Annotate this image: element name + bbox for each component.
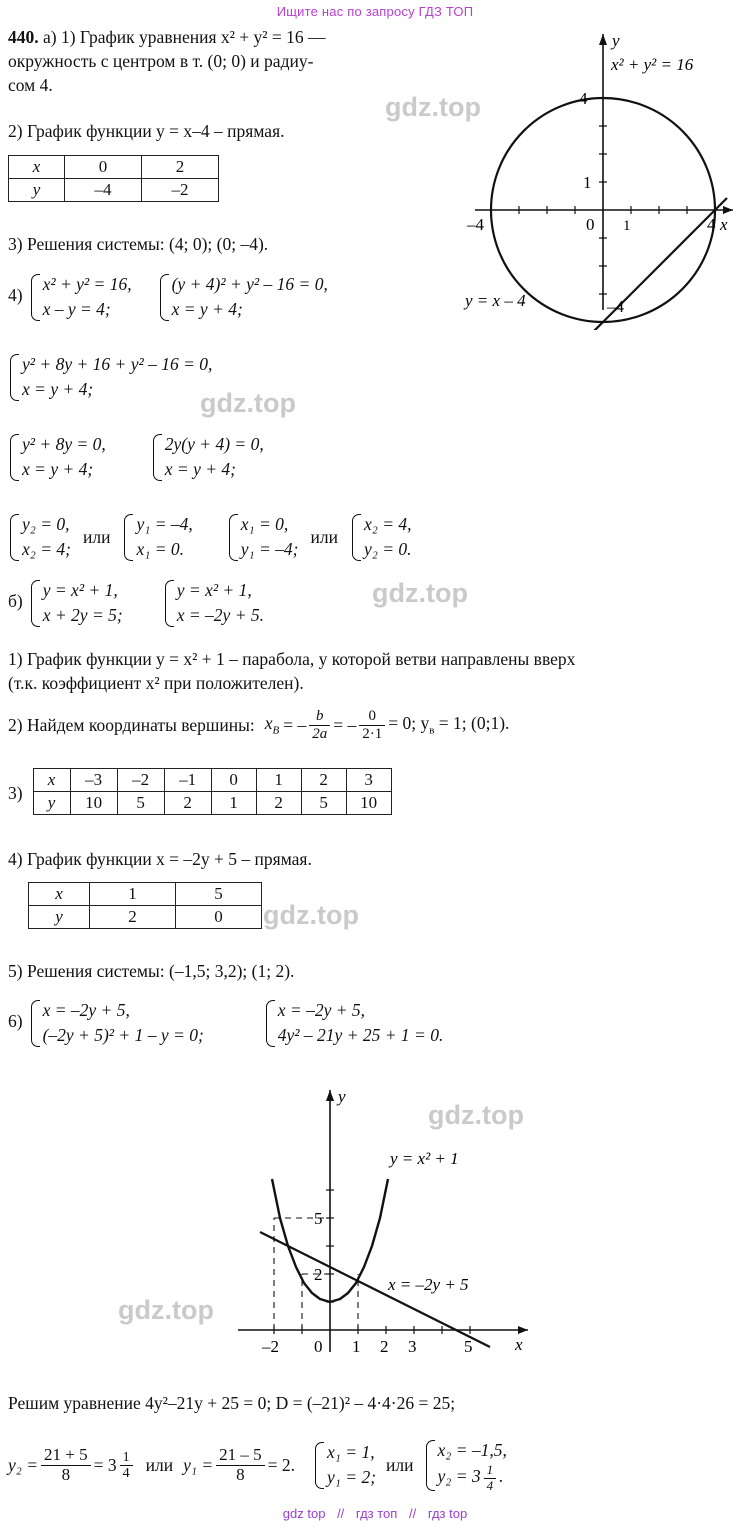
svg-text:5: 5 (314, 1209, 323, 1228)
svg-text:2: 2 (314, 1265, 323, 1284)
vertex-eq3 (388, 712, 509, 738)
svg-text:3: 3 (408, 1337, 417, 1356)
chart-parabola (210, 1080, 550, 1370)
fraction-numerator: 1 (484, 1463, 497, 1478)
fraction-mixed-1-4 (120, 1450, 133, 1482)
watermark: gdz.top (200, 388, 296, 418)
fraction-numerator: 21 + 5 (41, 1446, 91, 1466)
or-label: или (310, 527, 338, 548)
system-line: x = –2y + 5. (176, 605, 264, 626)
cell: 3 (346, 769, 391, 792)
final-equation-line: Решим уравнение 4y²–21y + 25 = 0; D = (–21)² – 4·4·26 = 25; (8, 1393, 456, 1413)
bottom-link-1[interactable]: gdz top (282, 1506, 326, 1521)
table-row (29, 883, 262, 906)
system-line-text: y₂ = 3 (437, 1466, 481, 1487)
system-a7-3 (227, 512, 299, 563)
system-line: x = y + 4; (22, 379, 94, 400)
vertex-eq3-text: = 0; y (388, 713, 430, 734)
final-solutions (8, 1438, 507, 1493)
table-row (33, 792, 391, 815)
table-b2 (28, 882, 262, 929)
y2-eq: = 3 (93, 1455, 117, 1476)
system-a5-1 (8, 352, 212, 403)
system-line: x₂ = –1,5, (437, 1440, 507, 1460)
cell: 2 (256, 792, 301, 815)
task-b-step2 (8, 708, 509, 742)
svg-text:–4: –4 (467, 215, 484, 234)
cell: –2 (117, 769, 164, 792)
system-line: x = y + 4; (164, 459, 237, 480)
watermark: gdz.top (372, 578, 468, 608)
fraction-denominator: 2·1 (362, 725, 383, 742)
svg-text:2: 2 (380, 1337, 389, 1356)
task-b-step3 (8, 768, 392, 815)
svg-text:4: 4 (707, 215, 716, 234)
cell: 2 (90, 906, 176, 929)
cell: 1 (90, 883, 176, 906)
system-line: x – y = 4; (42, 299, 111, 320)
bottom-sep-2: // (408, 1506, 417, 1521)
cell: –2 (142, 179, 219, 202)
task-b-systems (8, 578, 264, 629)
system-line: x² + y² = 16, (42, 274, 132, 294)
or-label: или (83, 527, 111, 548)
system-b1-2 (163, 578, 264, 629)
system-line: x₁ = 0, (240, 514, 289, 534)
fraction-y1 (216, 1446, 265, 1484)
system-line: y² + 8y + 16 + y² – 16 = 0, (22, 354, 213, 374)
period: . (499, 1466, 504, 1487)
system-line: y₂ = 0, (22, 514, 70, 534)
svg-text:4: 4 (579, 89, 588, 108)
vertex-x (265, 712, 280, 738)
fraction-denominator: 4 (486, 1477, 494, 1493)
svg-text:–2: –2 (262, 1337, 279, 1356)
system-line: (–2y + 5)² + 1 – y = 0; (42, 1025, 204, 1046)
svg-text:y = x – 4: y = x – 4 (465, 291, 526, 310)
system-line: x = y + 4; (22, 459, 94, 480)
table-row (29, 906, 262, 929)
cell: –1 (164, 769, 211, 792)
system-a6-2 (151, 432, 264, 483)
svg-text:1: 1 (583, 173, 592, 192)
fraction-numerator: 21 – 5 (216, 1446, 265, 1466)
watermark: gdz.top (428, 1100, 524, 1130)
system-line: y₁ = 2; (327, 1467, 377, 1488)
fraction-denominator: 8 (61, 1464, 71, 1484)
cell: 1 (211, 792, 256, 815)
step2-text: 2) Найдем координаты вершины: (8, 714, 255, 735)
system-a4-2 (158, 272, 328, 323)
svg-text:y: y (338, 1087, 346, 1106)
system-line: x + 2y = 5; (42, 605, 123, 626)
system-a7-4 (350, 512, 412, 563)
svg-text:x: x (720, 215, 728, 234)
system-line: y₁ = –4; (240, 539, 299, 560)
system-line: x₂ = 4, (363, 514, 412, 534)
fraction-denominator: 2a (312, 725, 328, 742)
svg-text:x² + y² = 16: x² + y² = 16 (611, 55, 694, 74)
task-a-step3: 3) Решения системы: (4; 0); (0; –4). (8, 234, 269, 254)
task-b-step1: 1) График функции y = x² + 1 – парабола, у которой ветви направлены вверх (8, 649, 576, 669)
or-label: или (145, 1455, 174, 1476)
solutions-a (8, 512, 412, 563)
vertex-eq2: = – (333, 714, 357, 735)
fraction-denominator: 4 (122, 1465, 130, 1481)
fraction-numerator: 1 (120, 1450, 133, 1466)
y1-label: y₁ = (183, 1455, 214, 1476)
cell: 10 (70, 792, 117, 815)
system-line: x₁ = 0. (136, 539, 185, 560)
fraction-mixed-1-4 (484, 1463, 497, 1493)
svg-text:–4: –4 (607, 297, 624, 316)
cell: 5 (301, 792, 346, 815)
cell: 0 (65, 156, 142, 179)
cell: –4 (65, 179, 142, 202)
bottom-link-2[interactable]: гдз топ (355, 1506, 398, 1521)
svg-text:x = –2y + 5: x = –2y + 5 (388, 1275, 469, 1294)
cell: 2 (142, 156, 219, 179)
watermark: gdz.top (118, 1295, 214, 1325)
system-line: 4y² – 21y + 25 + 1 = 0. (277, 1025, 444, 1046)
task-a-line2: окружность с центром в т. (0; 0) и радиу- (8, 51, 314, 71)
svg-text:1: 1 (623, 218, 631, 234)
fraction-denominator: 8 (236, 1464, 245, 1484)
system-line: x = –2y + 5, (277, 1000, 366, 1020)
bottom-sep-1: // (337, 1506, 345, 1521)
fraction-0-2x1 (359, 708, 385, 742)
system-line: 2y(y + 4) = 0, (164, 434, 264, 454)
table-row (9, 179, 219, 202)
system-b6-1 (29, 998, 204, 1049)
system-final-1 (313, 1440, 376, 1491)
part-b-label: б) (8, 591, 23, 611)
task-b-step5: 5) Решения системы: (–1,5; 3,2); (1; 2). (8, 961, 295, 981)
vertex-eq1: = – (283, 714, 307, 735)
system-line: x₁ = 1, (327, 1442, 375, 1463)
svg-text:1: 1 (352, 1337, 361, 1356)
table-b1 (33, 768, 392, 815)
y1-eq: = 2. (267, 1455, 296, 1476)
cell: x (9, 156, 65, 179)
cell: 1 (256, 769, 301, 792)
step4-label: 4) (8, 285, 23, 305)
step3-label: 3) (8, 783, 23, 803)
cell: 5 (176, 883, 262, 906)
bottom-promo-banner (0, 1506, 750, 1521)
system-line: (y + 4)² + y² – 16 = 0, (171, 274, 328, 294)
fraction-numerator: 0 (359, 708, 385, 726)
top-promo-banner: Ищите нас по запросу ГДЗ ТОП (276, 4, 474, 19)
vertex-x-sub: В (272, 724, 280, 737)
task-number: 440. (8, 27, 39, 47)
svg-text:0: 0 (314, 1337, 323, 1356)
task-a-step2: 2) График функции y = x–4 – прямая. (8, 121, 285, 141)
system-a6 (8, 432, 264, 483)
cell: x (33, 769, 70, 792)
cell: 10 (346, 792, 391, 815)
watermark: gdz.top (385, 92, 481, 122)
system-final-2 (424, 1438, 507, 1493)
svg-text:y: y (612, 31, 620, 50)
table-row (9, 156, 219, 179)
fraction-numerator: b (309, 708, 330, 726)
vertex-eq4-text: = 1; (0;1). (438, 713, 510, 734)
system-line: x = –2y + 5, (42, 1000, 130, 1020)
cell: y (29, 906, 90, 929)
system-a4-1 (29, 272, 132, 323)
system-line: y² + 8y = 0, (22, 434, 106, 454)
svg-text:x: x (515, 1335, 523, 1354)
y2-label: y₂ = (8, 1455, 39, 1476)
task-a-step4 (8, 272, 328, 323)
step6-label: 6) (8, 1011, 23, 1031)
cell: y (9, 179, 65, 202)
svg-text:5: 5 (464, 1337, 473, 1356)
svg-text:y = x² + 1: y = x² + 1 (390, 1149, 459, 1168)
system-line: x₂ = 4; (22, 539, 71, 560)
task-part-a-label: а) (43, 27, 57, 47)
task-a-line1: 1) График уравнения x² + y² = 16 — (60, 27, 326, 47)
system-line: y = x² + 1, (42, 580, 118, 600)
table-a (8, 155, 219, 202)
system-line: x = y + 4; (171, 299, 243, 320)
system-b6-2 (264, 998, 444, 1049)
cell: –3 (70, 769, 117, 792)
cell: 0 (176, 906, 262, 929)
fraction-b-2a (309, 708, 330, 742)
task-b-step4: 4) График функции x = –2y + 5 – прямая. (8, 849, 312, 869)
task-b-step6 (8, 998, 443, 1049)
cell: 5 (117, 792, 164, 815)
system-line: y₂ = 0. (363, 539, 412, 560)
cell: 2 (164, 792, 211, 815)
task-b-step1b: (т.к. коэффициент x² при положителен). (8, 673, 304, 693)
task-a-line3: сом 4. (8, 75, 53, 95)
cell: y (33, 792, 70, 815)
vertex-x-symbol: x (264, 713, 273, 734)
svg-text:0: 0 (586, 215, 595, 234)
system-line (438, 1463, 507, 1493)
task-header (8, 26, 478, 48)
system-a6-1 (8, 432, 106, 483)
cell: 0 (211, 769, 256, 792)
cell: 2 (301, 769, 346, 792)
fraction-y2 (41, 1446, 91, 1484)
system-a5 (8, 352, 212, 403)
or-label: или (386, 1455, 414, 1476)
system-a7-1 (8, 512, 71, 563)
system-line: y = x² + 1, (176, 580, 252, 600)
table-row (33, 769, 391, 792)
watermark: gdz.top (263, 900, 359, 930)
cell: x (29, 883, 90, 906)
system-b1-1 (29, 578, 123, 629)
vertex-y-sub: в (429, 724, 435, 737)
system-line: y₁ = –4, (136, 514, 193, 534)
system-a7-2 (122, 512, 192, 563)
bottom-link-3[interactable]: гдз top (427, 1506, 468, 1521)
chart-circle (455, 20, 745, 330)
